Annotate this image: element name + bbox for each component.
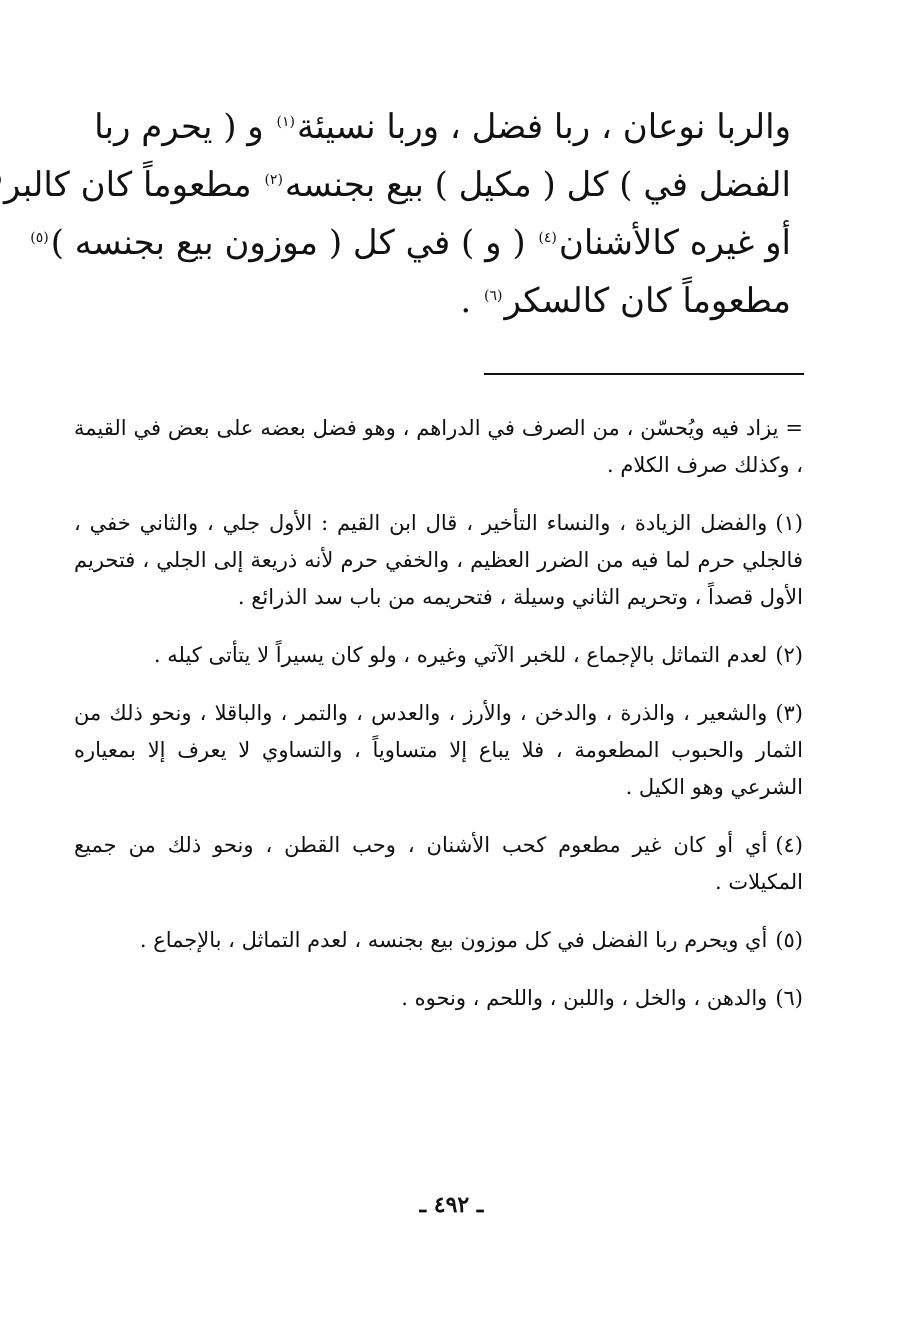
page-number: ـ ٤٩٢ ـ	[419, 1192, 484, 1218]
footnote-ref-6: (٦)	[483, 287, 503, 304]
footnote-text: لعدم التماثل بالإجماع ، للخبر الآتي وغيره ، ولو كان يسيراً لا يتأتى كيله .	[153, 643, 768, 667]
main-text-segment: و ( يحرم ربا	[94, 107, 275, 147]
footnote-3	[74, 695, 803, 806]
footnote-ref-2: (٢)	[264, 171, 283, 188]
footnote-text: والفضل الزيادة ، والنساء التأخير ، قال ابن القيم : الأول جلي ، والثاني خفي ، فالجلي حرم لما فيه من الضرر العظيم ، والخفي حرم لأنه ذريعة إلى الجلي ، فتحريم الأول قصداً ، وتحريم الثاني وسيلة ، فتحريمه من باب سد الذرائع .	[74, 511, 803, 609]
footnote-number: (٣)	[775, 701, 803, 725]
footnote-1	[74, 505, 803, 616]
footnote-text: أي أو كان غير مطعوم كحب الأشنان ، وحب القطن ، ونحو ذلك من جميع المكيلات .	[74, 833, 803, 894]
footnote-number: (٢)	[775, 643, 803, 667]
footnotes	[74, 410, 803, 1017]
main-text-segment: ( و ) في كل ( موزون بيع بجنسه )	[50, 223, 537, 263]
footnote-text: والدهن ، والخل ، واللبن ، واللحم ، ونحوه .	[401, 986, 768, 1010]
footnote-separator	[484, 373, 804, 375]
footnote-number: (٤)	[775, 833, 803, 857]
main-text-segment: الفضل في ) كل ( مكيل ) بيع بجنسه	[284, 165, 791, 205]
main-text	[3, 98, 791, 330]
footnote-ref-1: (١)	[276, 113, 296, 130]
footnote-number: (٦)	[775, 986, 803, 1010]
main-text-segment: .	[460, 281, 482, 321]
footnote-ref-3	[0, 172, 2, 188]
footnote-number: (٥)	[775, 928, 803, 952]
main-text-segment: مطعوماً كان كالسكر	[504, 281, 791, 321]
footnote-4	[74, 827, 803, 901]
footnote-5	[74, 922, 803, 959]
main-line-2	[3, 156, 791, 214]
main-line-3	[30, 214, 791, 272]
main-line-4	[70, 272, 791, 330]
footnote-text: أي ويحرم ربا الفضل في كل موزون بيع بجنسه ، لعدم التماثل ، بالإجماع .	[139, 928, 768, 952]
footnote-text: والشعير ، والذرة ، والدخن ، والأرز ، والعدس ، والتمر ، والباقلا ، ونحو ذلك من الثمار والحبوب المطعومة ، فلا يباع إلا متساوياً ، والتساوي لا يعرف إلا بمعياره الشرعي وهو الكيل .	[74, 701, 803, 799]
footnote-ref-5: (٥)	[30, 229, 49, 246]
main-text-segment: والربا نوعان ، ربا فضل ، وربا نسيئة	[297, 107, 791, 147]
main-line-1	[70, 98, 791, 156]
main-text-segment: أو غيره كالأشنان	[558, 223, 791, 263]
footnote-2	[74, 637, 803, 674]
footnote-number: (١)	[775, 511, 803, 535]
footnote-continuation: = يزاد فيه ويُحسّن ، من الصرف في الدراهم ، وهو فضل بعضه على بعض في القيمة ، وكذلك صرف الكلام .	[74, 416, 803, 477]
footnote-ref-4: (٤)	[538, 229, 557, 246]
footnote-6	[74, 980, 803, 1017]
main-text-segment: مطعوماً كان كالبر	[3, 165, 263, 205]
